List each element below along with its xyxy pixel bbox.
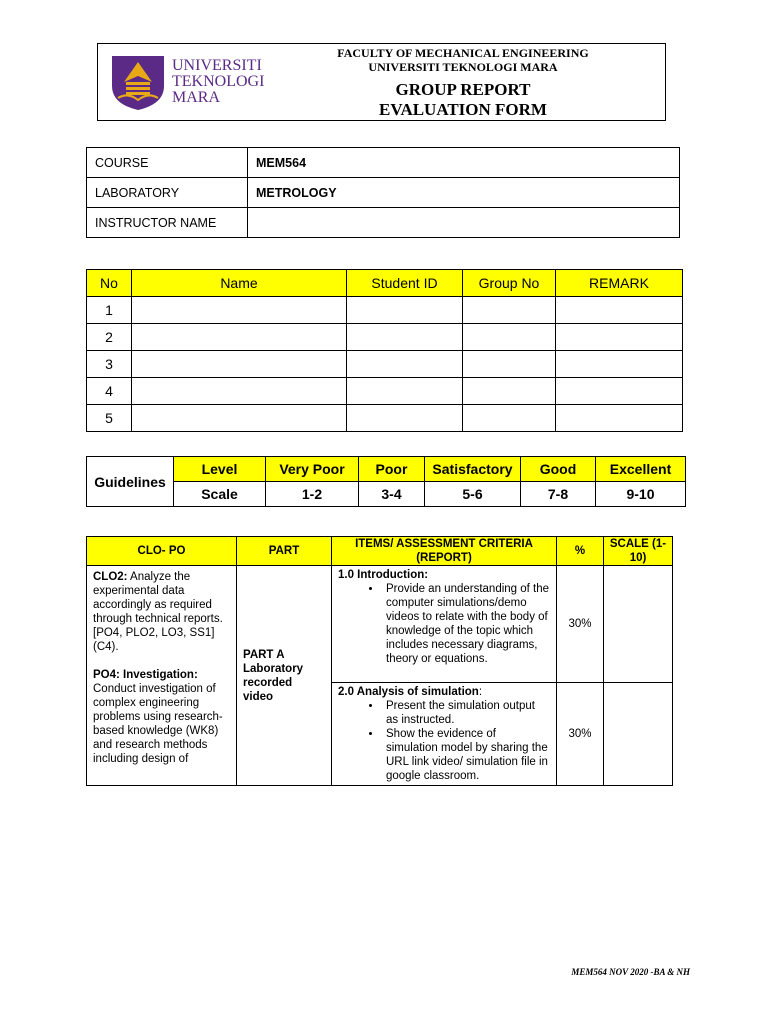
- level-very-poor: Very Poor: [266, 457, 359, 482]
- university-name: UNIVERSITI TEKNOLOGI MARA: [368, 60, 558, 74]
- level-good: Good: [521, 457, 596, 482]
- table-row: [87, 324, 683, 351]
- analysis-percent: 30%: [557, 683, 604, 786]
- guidelines-label: Guidelines: [87, 457, 174, 507]
- form-title-line-2: EVALUATION FORM: [379, 100, 547, 119]
- intro-bullet: • Provide an understanding of the computer simulations/demo videos to relate with the body of knowledge of the topic which includes necessary diagrams, theory or equations.: [382, 582, 550, 666]
- row-number: 1: [87, 297, 132, 324]
- col-group-no: Group No: [463, 270, 556, 297]
- table-row: [87, 351, 683, 378]
- course-label: COURSE: [87, 148, 248, 178]
- faculty-name: FACULTY OF MECHANICAL ENGINEERING: [337, 46, 589, 60]
- criteria-analysis: [332, 683, 557, 786]
- level-poor: Poor: [359, 457, 425, 482]
- po4-label: PO4: Investigation:: [93, 669, 198, 681]
- col-part: PART: [237, 537, 332, 566]
- remark-cell[interactable]: [556, 297, 683, 324]
- row-number: 4: [87, 378, 132, 405]
- intro-percent: 30%: [557, 566, 604, 683]
- col-percent: %: [557, 537, 604, 566]
- course-info-table: [86, 147, 680, 238]
- group-no-cell[interactable]: [463, 324, 556, 351]
- logo-line-3: MARA: [172, 89, 221, 106]
- instructor-label: INSTRUCTOR NAME: [87, 208, 248, 238]
- level-satisfactory: Satisfactory: [425, 457, 521, 482]
- logo-wordmark: [172, 58, 264, 106]
- level-excellent: Excellent: [596, 457, 686, 482]
- scale-satisfactory: 5-6: [425, 482, 521, 507]
- table-row: [87, 405, 683, 432]
- scale-excellent: 9-10: [596, 482, 686, 507]
- table-row: [87, 297, 683, 324]
- remark-cell[interactable]: [556, 378, 683, 405]
- level-label: Level: [174, 457, 266, 482]
- name-cell[interactable]: [132, 324, 347, 351]
- analysis-bullet-1: • Present the simulation output as instructed.: [382, 699, 550, 727]
- form-title-line-1: GROUP REPORT: [395, 80, 531, 99]
- course-value[interactable]: MEM564: [248, 148, 680, 178]
- student-id-cell[interactable]: [347, 378, 463, 405]
- criteria-introduction: [332, 566, 557, 683]
- po4-text: Conduct investigation of complex engineering problems using research-based knowledge (WK8) and research methods including design of: [93, 683, 223, 765]
- table-row: [87, 378, 683, 405]
- group-no-cell[interactable]: [463, 405, 556, 432]
- level-row: [87, 457, 686, 482]
- analysis-title-colon: :: [478, 686, 483, 698]
- col-name: Name: [132, 270, 347, 297]
- instructor-value[interactable]: [248, 208, 680, 238]
- lab-row: [87, 178, 680, 208]
- remark-cell[interactable]: [556, 351, 683, 378]
- assessment-row-1: [87, 566, 673, 683]
- col-clo-po: CLO- PO: [87, 537, 237, 566]
- footer-note: MEM564 NOV 2020 -BA & NH: [571, 967, 690, 977]
- group-no-cell[interactable]: [463, 378, 556, 405]
- lab-value[interactable]: METROLOGY: [248, 178, 680, 208]
- name-cell[interactable]: [132, 351, 347, 378]
- analysis-title-wrap: [338, 685, 550, 699]
- name-cell[interactable]: [132, 297, 347, 324]
- analysis-scale-cell[interactable]: [604, 683, 673, 786]
- col-items: ITEMS/ ASSESSMENT CRITERIA (REPORT): [332, 537, 557, 566]
- lab-label: LABORATORY: [87, 178, 248, 208]
- scale-row: [87, 482, 686, 507]
- name-cell[interactable]: [132, 405, 347, 432]
- scale-label: Scale: [174, 482, 266, 507]
- student-table-header: [87, 270, 683, 297]
- logo-line-1: UNIVERSITI: [172, 57, 262, 74]
- scale-good: 7-8: [521, 482, 596, 507]
- col-remark: REMARK: [556, 270, 683, 297]
- uitm-crest-icon: [108, 52, 168, 112]
- student-id-cell[interactable]: [347, 324, 463, 351]
- analysis-title: 2.0 Analysis of simulation: [338, 686, 479, 698]
- part-cell: PART A Laboratory recorded video: [237, 566, 332, 786]
- guidelines-table: [86, 456, 686, 507]
- assessment-header: [87, 537, 673, 566]
- clo2-label: CLO2:: [93, 571, 128, 583]
- clo2-text: Analyze the experimental data accordingly as required through technical reports. [PO4, PLO2, LO3, SS1] (C4).: [93, 571, 223, 653]
- student-id-cell[interactable]: [347, 405, 463, 432]
- row-number: 2: [87, 324, 132, 351]
- col-no: No: [87, 270, 132, 297]
- logo-line-2: TEKNOLOGI: [172, 73, 265, 90]
- scale-poor: 3-4: [359, 482, 425, 507]
- instructor-row: [87, 208, 680, 238]
- intro-scale-cell[interactable]: [604, 566, 673, 683]
- scale-very-poor: 1-2: [266, 482, 359, 507]
- row-number: 5: [87, 405, 132, 432]
- header-text: [288, 44, 638, 120]
- group-no-cell[interactable]: [463, 351, 556, 378]
- remark-cell[interactable]: [556, 324, 683, 351]
- row-number: 3: [87, 351, 132, 378]
- course-row: [87, 148, 680, 178]
- student-id-cell[interactable]: [347, 351, 463, 378]
- col-scale: SCALE (1-10): [604, 537, 673, 566]
- clo-po-cell: [87, 566, 237, 786]
- student-id-cell[interactable]: [347, 297, 463, 324]
- group-no-cell[interactable]: [463, 297, 556, 324]
- university-logo: [108, 52, 265, 112]
- remark-cell[interactable]: [556, 405, 683, 432]
- intro-title: 1.0 Introduction:: [338, 569, 429, 581]
- form-header: [97, 43, 666, 121]
- assessment-table: [86, 536, 673, 786]
- analysis-bullet-2: • Show the evidence of simulation model by sharing the URL link video/ simulation file in google classroom.: [382, 727, 550, 783]
- name-cell[interactable]: [132, 378, 347, 405]
- student-table: [86, 269, 683, 432]
- col-student-id: Student ID: [347, 270, 463, 297]
